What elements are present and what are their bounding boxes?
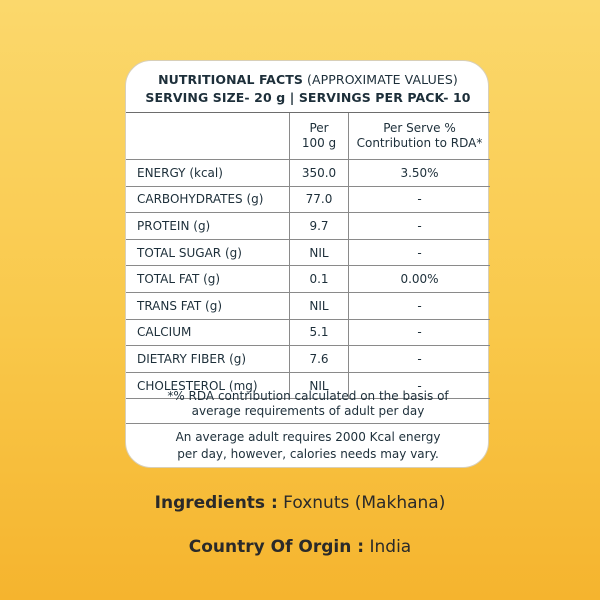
nutrient-per100: 0.1 <box>290 266 349 293</box>
nutrient-rda: 3.50% <box>349 160 491 187</box>
nutrition-table <box>126 113 490 399</box>
energy-note <box>126 429 490 463</box>
table-row <box>126 186 490 213</box>
nutrient-rda: - <box>349 239 491 266</box>
nutrient-per100: 9.7 <box>290 213 349 240</box>
energy-note-line2: per day, however, calories needs may vary. <box>177 447 439 461</box>
nutrient-name: TOTAL SUGAR (g) <box>126 239 290 266</box>
table-row <box>126 160 490 187</box>
column-header-per100 <box>290 113 349 160</box>
rda-footnote-line1: *% RDA contribution calculated on the basis of <box>167 389 449 403</box>
nutrient-name: TRANS FAT (g) <box>126 292 290 319</box>
energy-note-line1: An average adult requires 2000 Kcal energy <box>175 430 441 444</box>
per100-label-line2: 100 g <box>301 136 337 150</box>
header-subtitle: (APPROXIMATE VALUES) <box>307 72 458 87</box>
nutrition-facts-card <box>125 60 489 468</box>
ingredients-label: Ingredients : <box>154 493 278 513</box>
per100-label-line1: Per <box>309 121 329 135</box>
nutrient-rda: - <box>349 346 491 373</box>
table-row <box>126 292 490 319</box>
nutrient-name: PROTEIN (g) <box>126 213 290 240</box>
nutrient-rda: - <box>349 319 491 346</box>
nutrient-per100: NIL <box>290 292 349 319</box>
nutrient-per100: 7.6 <box>290 346 349 373</box>
nutrient-name: ENERGY (kcal) <box>126 160 290 187</box>
ingredients-line <box>0 493 600 513</box>
nutrient-rda: - <box>349 372 491 399</box>
nutrient-name: CALCIUM <box>126 319 290 346</box>
table-row <box>126 319 490 346</box>
nutrient-per100: NIL <box>290 239 349 266</box>
nutrient-per100: 77.0 <box>290 186 349 213</box>
table-row <box>126 266 490 293</box>
serving-size-line: SERVING SIZE- 20 g | SERVINGS PER PACK- 10 <box>145 90 471 105</box>
rda-label-line1: Per Serve % <box>383 121 456 135</box>
nutrient-per100: 350.0 <box>290 160 349 187</box>
footnote-divider <box>126 423 490 424</box>
ingredients-value: Foxnuts (Makhana) <box>283 493 446 513</box>
origin-line <box>0 537 600 557</box>
table-row <box>126 239 490 266</box>
nutrient-rda: - <box>349 213 491 240</box>
nutrient-per100: NIL <box>290 372 349 399</box>
header-title: NUTRITIONAL FACTS <box>158 72 303 87</box>
nutrient-name: CARBOHYDRATES (g) <box>126 186 290 213</box>
nutrient-rda: - <box>349 292 491 319</box>
table-row <box>126 346 490 373</box>
nutrient-name: TOTAL FAT (g) <box>126 266 290 293</box>
rda-footnote-line2: average requirements of adult per day <box>191 404 425 418</box>
header-line-1 <box>126 71 490 89</box>
origin-value: India <box>369 537 412 557</box>
nutrient-name: DIETARY FIBER (g) <box>126 346 290 373</box>
nutrient-name: CHOLESTEROL (mg) <box>126 372 290 399</box>
table-row <box>126 213 490 240</box>
rda-footnote <box>126 389 490 419</box>
nutrient-per100: 5.1 <box>290 319 349 346</box>
table-header-row <box>126 113 490 160</box>
nutrient-rda: - <box>349 186 491 213</box>
column-header-nutrient <box>126 113 290 160</box>
nutrition-header <box>126 71 490 107</box>
rda-label-line2: Contribution to RDA* <box>356 136 483 150</box>
origin-label: Country Of Orgin : <box>188 537 365 557</box>
column-header-rda <box>349 113 491 160</box>
nutrient-rda: 0.00% <box>349 266 491 293</box>
